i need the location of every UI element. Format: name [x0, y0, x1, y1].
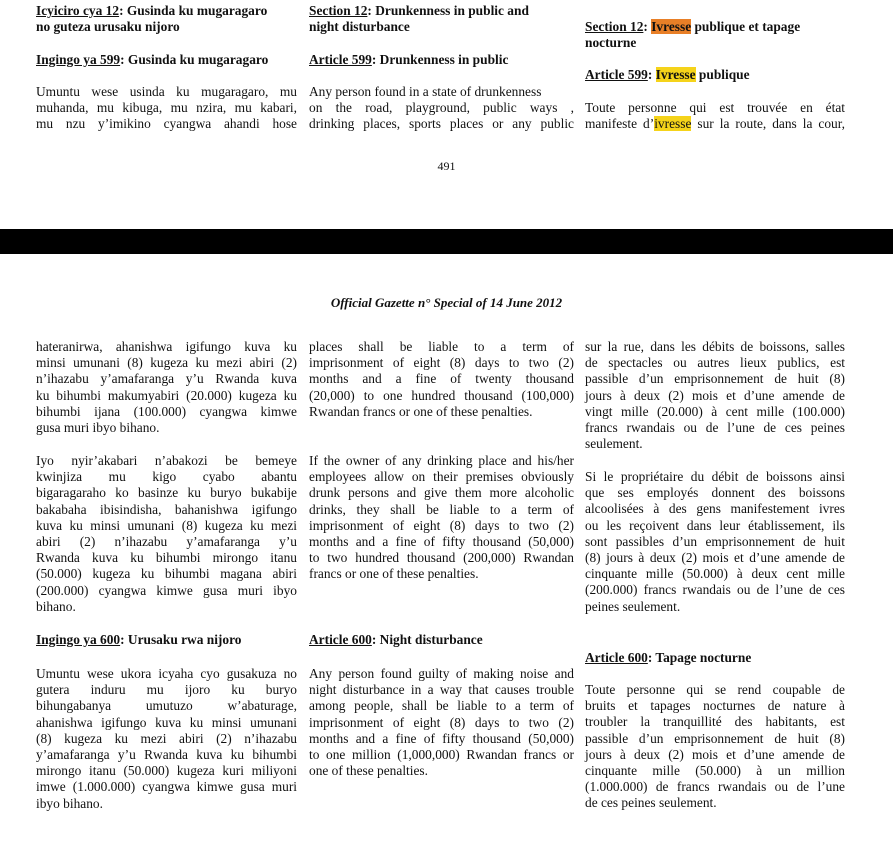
gazette-header: Official Gazette n° Special of 14 June 2012: [330, 295, 563, 310]
p2-en: If the owner of any drinking place and his/her employees allow on their premises obviously drunk persons and give them more alcoholic drinks, they shall be liable to a term of imprisonment of eight (8) days to two (2) months and a fine of fifty thousand (50,000) to two hundred thousand (200,000) Rwandan francs or one of these penalties.: [309, 453, 574, 582]
highlight-ivresse: Ivresse: [651, 19, 692, 34]
article-599-heading-en: Article 599: Drunkenness in public: [309, 52, 509, 67]
highlight-ivresse: Ivresse: [655, 67, 696, 82]
p2-fr: Si le propriétaire du débit de boissons ainsi que ses employés donnent des boissons alcoolisées à des gens manifestement ivres ou les reçoivent dans leur établissement, ils sont passibles d’un emprisonnement de huit (8) jours à deux (2) mois et d’une amende de cinquante mille (50.000) à deux cent mille (200.000) francs rwandais ou de l’une de ces peines seulement.: [585, 469, 845, 614]
p1-fr: sur la rue, dans les débits de boissons, salles de spectacles ou autres lieux publics, est passible d’un emprisonnement de huit (8) jours à deux (2) mois et d’une amende de vingt mille (20.000) à cent mille (100.000) francs rwandais ou de l’une de ces peines seulement.: [585, 339, 845, 452]
p1-en: places shall be liable to a term of imprisonment of eight (8) days to two (2) months and a fine of twenty thousand (20,000) to one hundred thousand (100,000) Rwandan francs or one of these penalties.: [309, 339, 574, 419]
article-599-body-fr: Toute personne qui est trouvée en état manifeste d’ivresse sur la route, dans la cour,: [585, 100, 845, 132]
article-599-body-rw: Umuntu wese usinda ku mugaragaro, mu muhanda, mu kibuga, mu nzira, mu kabari, mu nzu y’imikino cyangwa ahandi hose: [36, 84, 297, 132]
article-599-heading-fr: Article 599: Ivresse publique: [585, 67, 750, 82]
p2-rw: Iyo nyir’akabari n’abakozi be bemeye kwinjiza mu kigo cyabo abantu bigaragaraho ko basinze ku buryo bukabije bakabaha ibisindisha, bahanishwa igifungo kuva ku minsi umunani (8) kugeza ku mezi abiri (2) n’ihazabu y’amafaranga y’u Rwanda kuva ku bihumbi mirongo itanu (50.000) kugeza ku bihumbi magana abiri (200.000) cyangwa kimwe gusa muri ibyo bihano.: [36, 453, 297, 614]
article-599-heading-rw: Ingingo ya 599: Gusinda ku mugaragaro: [36, 52, 269, 67]
article-600-heading-fr: Article 600: Tapage nocturne: [585, 650, 752, 665]
p3-fr: Toute personne qui se rend coupable de bruits et tapages nocturnes de nature à troubler la tranquillité des habitants, est passible d’un emprisonnement de huit (8) jours à deux (2) mois et d’une amende de cinquante mille (50.000) à un million (1.000.000) de francs rwandais ou de l’une de ces peines seulement.: [585, 682, 845, 811]
page-separator: [0, 229, 893, 254]
section-12-heading-en: Section 12: Drunkenness in public and night disturbance: [309, 3, 529, 35]
p1-rw: hateranirwa, ahanishwa igifungo kuva ku minsi umunani (8) kugeza ku mezi abiri (2) n’ihazabu y’amafaranga y’u Rwanda kuva ku bihumbi makumyabiri (20.000) kugeza ku bihumbi ijana (100.000) cyangwa kimwe gusa muri ibyo bihano.: [36, 339, 297, 436]
highlight-ivresse: ivresse: [654, 116, 692, 132]
p3-rw: Umuntu wese ukora icyaha cyo gusakuza no gutera induru mu ijoro ku buryo bihungabanya umutuzo w’abaturage, ahanishwa igifungo kuva ku minsi umunani (8) kugeza ku mezi abiri (2) n’ihazabu y’amafaranga y’u Rwanda kuva ku bihumbi mirongo itanu (50.000) kugeza kuri miliyoni imwe (1.000.000) cyangwa kimwe gusa muri ibyo bihano.: [36, 666, 297, 811]
article-600-heading-en: Article 600: Night disturbance: [309, 632, 483, 647]
article-600-heading-rw: Ingingo ya 600: Urusaku rwa nijoro: [36, 632, 242, 647]
p3-en: Any person found guilty of making noise and night disturbance in a way that causes trouble among people, shall be liable to a term of imprisonment of eight (8) days to two (2) months and a fine of fifty thousand (50,000) to one million (1,000,000) Rwandan francs or one of these penalties.: [309, 666, 574, 779]
section-12-heading-rw: Icyiciro cya 12: Gusinda ku mugaragaro no guteza urusaku nijoro: [36, 3, 268, 35]
article-599-body-en: Any person found in a state of drunkenness on the road, playground, public ways , drinking places, sports places or any public: [309, 84, 574, 132]
page-number: 491: [437, 159, 456, 173]
section-12-heading-fr: Section 12: Ivresse publique et tapage nocturne: [585, 19, 801, 51]
